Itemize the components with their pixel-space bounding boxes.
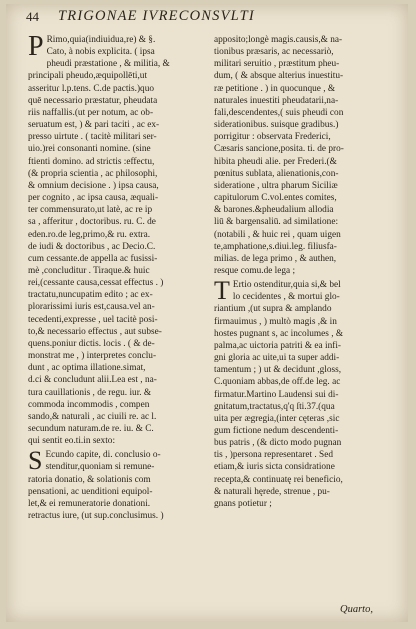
text-line: & barones.&pheudalium allodia xyxy=(214,205,334,216)
text-line: uita per ægregia,(inter cęteras ,sic xyxy=(214,413,340,424)
text-line: dunt , ac optima illatione.simat, xyxy=(28,363,146,374)
text-line: stenditur,quoniam si remune- xyxy=(45,462,155,473)
text-line: sando,& naturali , ac ciuili re. ac l. xyxy=(28,411,157,422)
dropcap-t: T xyxy=(214,276,230,306)
text-line: resque comu.de lega ; xyxy=(214,265,296,276)
text-line: uio.)rei consonanti nomine. (sine xyxy=(28,144,151,155)
text-line: fali,descendentes,( suis pheudi con xyxy=(214,107,344,118)
text-line: Ecundo capite, di. conclusio o- xyxy=(45,450,161,461)
text-line: tamentum ; ) ut & decidunt ,gloss, xyxy=(214,365,342,376)
book-page xyxy=(6,4,408,622)
text-line: Cato, à nobis explicita. ( ipsa xyxy=(46,47,155,58)
text-line: hibita pheudi alie. per Frederi.(& xyxy=(214,156,337,167)
text-line: principali pheudo,æquipollēti,ut xyxy=(28,71,148,82)
text-line: riis naffallis.(ut per notum, ac ob- xyxy=(28,107,154,118)
text-line: pensationi, ac uenditioni equipol- xyxy=(28,486,153,497)
text-line: per cognito , ac ipsa causa, æquali- xyxy=(28,193,159,204)
text-line: apposito;longè magis.causis,& na- xyxy=(214,35,343,45)
text-line: gum fictione nedum descendenti- xyxy=(214,426,339,436)
text-line: seruatum est, ) & pari taciti , ac ex- xyxy=(28,120,160,131)
text-line: firmauimus , ) multò magis ,& in xyxy=(214,316,337,327)
text-line: d.ci & concludunt alii.Lea est , na- xyxy=(28,375,157,386)
text-line: te,amphatione,s.diui.leg. filiusfa- xyxy=(214,241,337,252)
text-line: mè ,concluditur . Tiraque.& huic xyxy=(28,265,150,276)
text-line: capitulorum C.vol.entes comites, xyxy=(214,193,337,204)
text-line: tecedenti,expresse , uel tacitè posi- xyxy=(28,314,158,325)
text-line: tionibus præsaris, ac necessariò, xyxy=(214,47,334,58)
text-line: asserituɾ l.p.tens. C.de pactis.)quo xyxy=(28,83,154,94)
text-line: palma,ac uictoria patriti & ea infi- xyxy=(214,340,342,351)
text-line: militari seruitio , præstitum pheu- xyxy=(214,59,340,70)
text-line: monstrat me , ) interpretes conclu- xyxy=(28,351,157,362)
text-line: hostes pugnant s, ac incolumes , & xyxy=(214,328,344,339)
text-line: & naturali hęrede, strenue , pu- xyxy=(214,486,330,497)
text-line: let,& ei remuneratorie donationi. xyxy=(28,498,151,509)
text-line: tis , )persona representaret . Sed xyxy=(214,450,334,461)
dropcap-p: P xyxy=(28,31,44,62)
text-line: gnans potietur ; xyxy=(214,498,272,509)
text-line: lo cecidentes , & mortui glo- xyxy=(232,292,340,303)
text-line: sideratione , ultra pharum Siciliæ xyxy=(214,180,338,191)
text-line: rei,(cessante causa,cessat effectus . ) xyxy=(28,278,164,289)
right-column-text xyxy=(214,34,398,277)
text-line: liū & bargensaliū. ad similatione: xyxy=(214,217,339,228)
catchword: Quarto, xyxy=(340,604,373,615)
text-line: eden.ro.de leg,primo,& ru. extra. xyxy=(28,229,151,240)
right-column xyxy=(214,34,398,510)
text-line: commoda incommodis , compen xyxy=(28,399,150,410)
text-line: Ertio ostenditur,quia si,& bel xyxy=(232,280,341,291)
text-line: Rimo,quia(indiuidua,re) & §. xyxy=(46,35,156,45)
text-line: (& propria scientia , ac philosophi, xyxy=(28,168,158,179)
text-line: Cæsaris sancione,posita. ti. de pro- xyxy=(214,144,344,155)
text-line: qui sentit eo.ti.in sexto: xyxy=(28,436,116,447)
text-line: quē necessario præstatur, pheudata xyxy=(28,95,158,106)
dropcap-s: S xyxy=(28,446,43,476)
left-column-text xyxy=(28,31,212,447)
text-line: presso uirtute . ( tacitè militari ser- xyxy=(28,132,157,143)
text-line: ftienti domino. ad strictis :effectu, xyxy=(28,156,155,167)
text-line: C.quoniam abbas,de off.de leg. ac xyxy=(214,377,341,388)
left-column xyxy=(28,31,212,522)
text-line: ræ petitione . ) in quocunque , & xyxy=(214,83,336,94)
text-line: & omnium decisione . ) ipsa causa, xyxy=(28,180,159,191)
right-column-text-2 xyxy=(214,276,398,510)
running-title: TRIGONAE IVRECONSVLTI xyxy=(58,8,255,24)
text-line: cum cessante.de appella ac fusissi- xyxy=(28,253,158,264)
text-line: secundum naturam.de re. iu. & C. xyxy=(28,424,154,434)
text-line: pheudi præstatione , & militia, & xyxy=(46,59,170,70)
text-line: sa , afferitur , doctoribus. ru. C. de xyxy=(28,217,156,228)
page-header xyxy=(26,8,396,28)
text-line: bus patris , (& dicto modo pugnan xyxy=(214,438,342,449)
left-column-text-2 xyxy=(28,446,212,522)
text-line: quens.poniur dictis. locis . ( & de- xyxy=(28,338,155,349)
text-line: etiam,& iuris sicta considratione xyxy=(214,462,335,473)
text-line: porrigitur : observata Frederici, xyxy=(214,132,331,143)
text-line: tura cauillationis , de regu. iur. & xyxy=(28,387,152,398)
text-line: riantium ,(ut supra & amplando xyxy=(214,304,332,315)
text-line: recepta,& continuatę rei beneficio, xyxy=(214,474,343,485)
text-line: tractatu,nuncupatim edito ; ac ex- xyxy=(28,290,153,301)
text-line: gni gloria ac uite,ui ta super addi- xyxy=(214,353,340,364)
text-line: dum, ( & absque alterius inuestitu- xyxy=(214,71,344,82)
text-line: pœnitus sublata, alienationis,con- xyxy=(214,168,339,179)
text-line: gnitatum,tractatus,q'q ſti.37.(qua xyxy=(214,401,335,412)
text-line: siderationibus. suisque gradibus.) xyxy=(214,120,339,131)
text-line: ter commensurato,ut latè, ac re ip xyxy=(28,205,153,216)
text-line: milias. de lega primo , & authen, xyxy=(214,253,337,264)
text-line: (notabili , & huic rei , quam uigen xyxy=(214,229,341,240)
text-line: de iudi & doctoribus , ac Decio.C. xyxy=(28,241,156,252)
text-line: retractus iure, (ut sup.conclusimus. ) xyxy=(28,511,164,522)
text-line: naturales inuestiti pheudatarii,na- xyxy=(214,95,339,106)
text-line: firmatur.Martino Laudensi sui di- xyxy=(214,389,339,400)
text-line: ratoria donatio, & solationis com xyxy=(28,474,151,485)
text-line: plorarissimi iuris est,causa.vel an- xyxy=(28,302,155,313)
text-line: to,& necessario effectus , aut subse- xyxy=(28,326,162,337)
page-number: 44 xyxy=(26,9,39,24)
